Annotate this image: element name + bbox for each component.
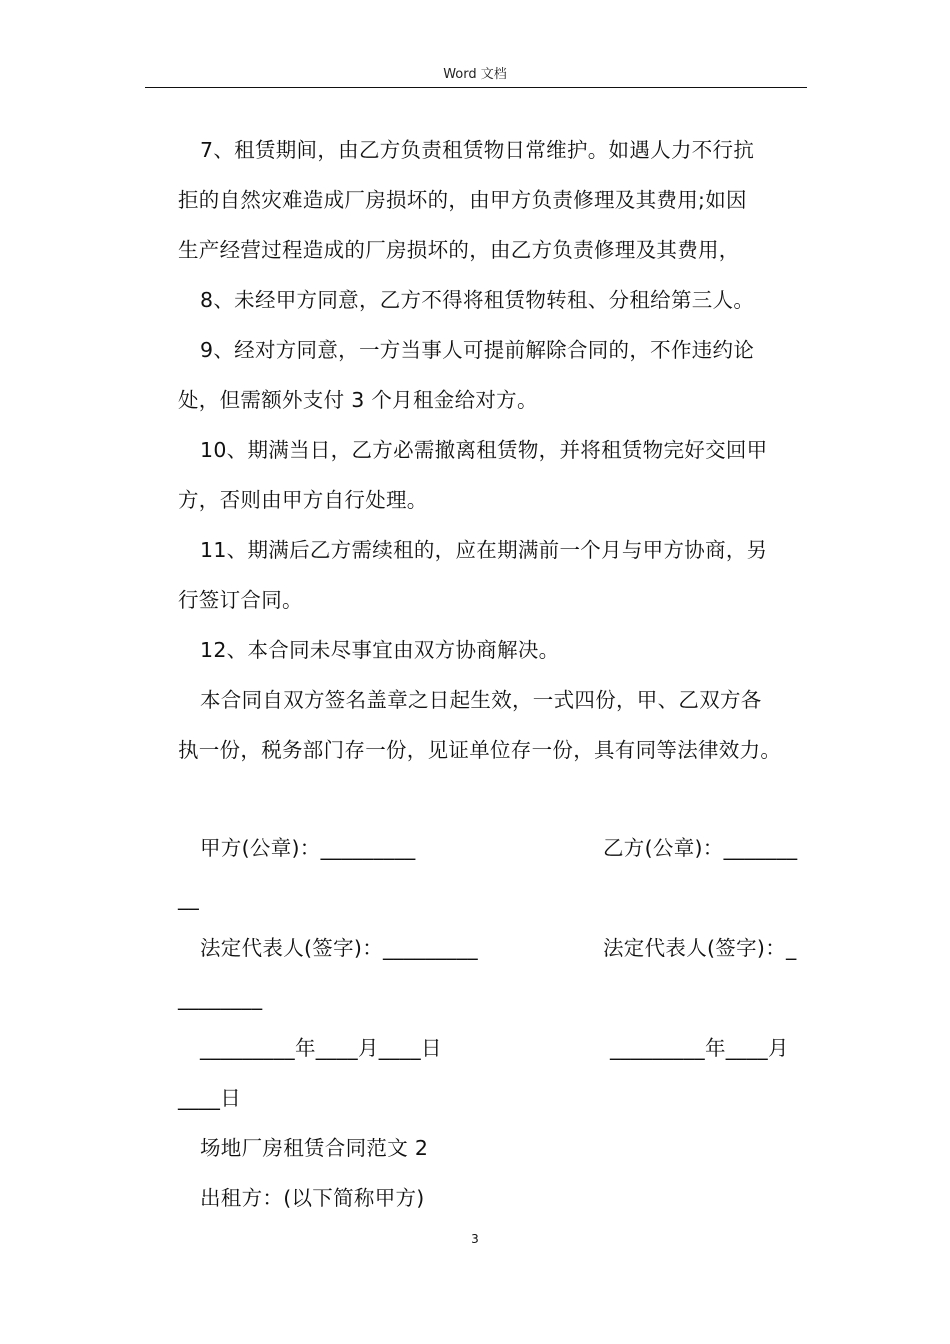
paragraph-line: 拒的自然灾难造成厂房损坏的，由甲方负责修理及其费用;如因 <box>178 188 747 212</box>
paragraph-line: 10、期满当日，乙方必需撤离租赁物，并将租赁物完好交回甲 <box>200 438 768 462</box>
paragraph-line: 执一份，税务部门存一份，见证单位存一份，具有同等法律效力。 <box>178 738 782 762</box>
paragraph-line: 11、期满后乙方需续租的，应在期满前一个月与甲方协商，另 <box>200 538 768 562</box>
paragraph-line: 7、租赁期间，由乙方负责租赁物日常维护。如遇人力不行抗 <box>200 138 755 162</box>
paragraph-line: 生产经营过程造成的厂房损坏的，由乙方负责修理及其费用， <box>178 238 740 262</box>
party-b-seal-continuation: __ <box>178 886 200 910</box>
party-b-representative-line: 法定代表人(签字)：_ <box>603 936 797 960</box>
party-b-seal-line: 乙方(公章)：_______ <box>603 836 798 860</box>
party-b-date-line: _________年____月 <box>610 1036 789 1060</box>
paragraph-line: 行签订合同。 <box>178 588 303 612</box>
paragraph-line: 12、本合同未尽事宜由双方协商解决。 <box>200 638 560 662</box>
party-a-representative-line: 法定代表人(签字)：_________ <box>200 936 478 960</box>
party-a-seal-line: 甲方(公章)：_________ <box>200 836 416 860</box>
header-title: Word 文档 <box>443 67 507 82</box>
lessor-line: 出租方：(以下简称甲方) <box>200 1186 425 1210</box>
paragraph-line: 8、未经甲方同意，乙方不得将租赁物转租、分租给第三人。 <box>200 288 755 312</box>
party-b-date-continuation: ____日 <box>178 1086 241 1110</box>
header-divider <box>145 87 807 88</box>
section-title: 场地厂房租赁合同范文 2 <box>200 1136 429 1160</box>
party-a-date-line: _________年____月____日 <box>200 1036 442 1060</box>
paragraph-line: 本合同自双方签名盖章之日起生效，一式四份，甲、乙双方各 <box>200 688 762 712</box>
party-b-representative-continuation: ________ <box>178 986 263 1010</box>
paragraph-line: 处，但需额外支付 3 个月租金给对方。 <box>178 388 538 412</box>
page-number: 3 <box>471 1232 479 1246</box>
paragraph-line: 方，否则由甲方自行处理。 <box>178 488 428 512</box>
paragraph-line: 9、经对方同意，一方当事人可提前解除合同的，不作违约论 <box>200 338 755 362</box>
